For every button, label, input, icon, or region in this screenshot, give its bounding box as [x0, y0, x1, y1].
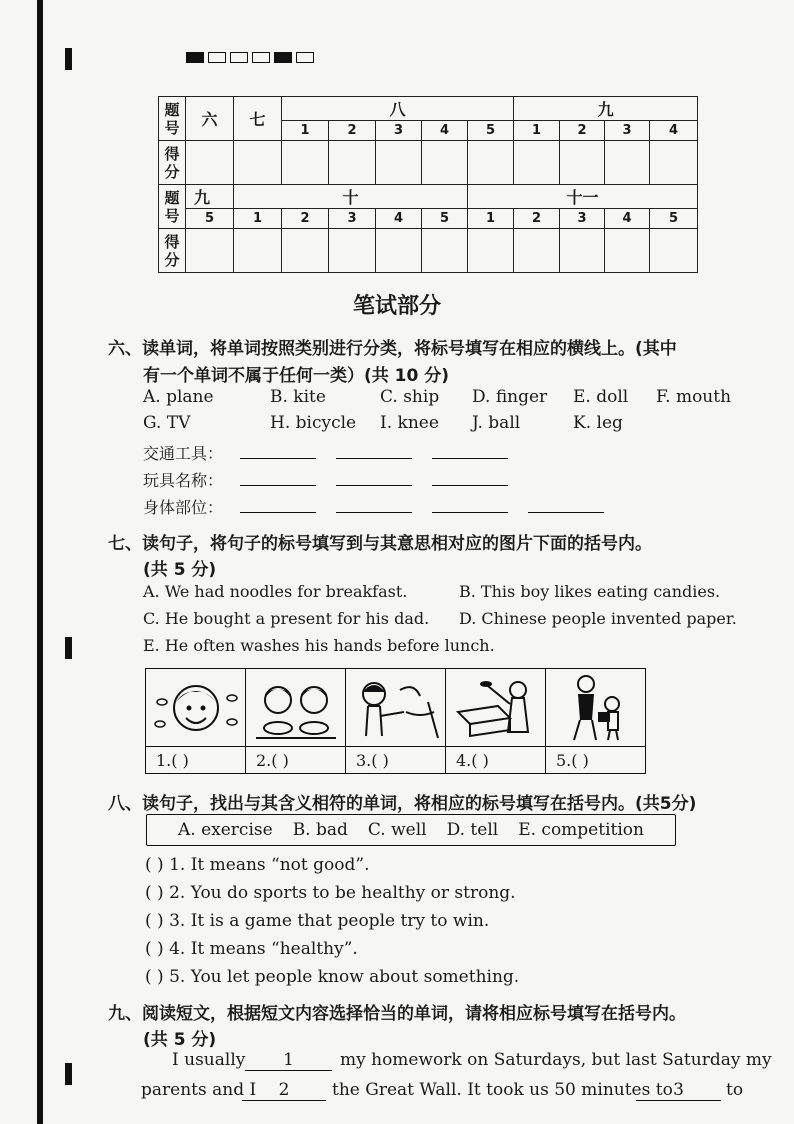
- score-cell[interactable]: [282, 229, 329, 273]
- sub-num: 4: [376, 209, 422, 229]
- answer-blank[interactable]: [336, 471, 412, 486]
- score-cell[interactable]: [234, 141, 282, 185]
- registration-mark: [65, 637, 72, 659]
- sub-num: 3: [376, 121, 422, 141]
- washing-hands-icon: [348, 672, 444, 744]
- sentence-option: A. We had noodles for breakfast.: [143, 582, 408, 601]
- word-bank-item: B. bad: [292, 820, 348, 840]
- row-label-defen: 得 分: [159, 229, 186, 273]
- score-cell[interactable]: [560, 141, 605, 185]
- score-cell[interactable]: [468, 229, 514, 273]
- word-option: B. kite: [270, 387, 326, 407]
- q8-item-3[interactable]: ( ) 3. It is a game that people try to win.: [145, 911, 490, 931]
- sub-num: 1: [514, 121, 560, 141]
- sub-num: 5: [186, 209, 234, 229]
- sub-num: 3: [329, 209, 376, 229]
- sub-num: 1: [282, 121, 329, 141]
- score-table: [158, 96, 698, 273]
- category-toys: 玩具名称：: [143, 471, 224, 490]
- word-bank-item: C. well: [367, 820, 427, 840]
- q7-instruction: 七、读句子，将句子的标号填写到与其意思相对应的图片下面的括号内。: [108, 534, 652, 554]
- score-cell[interactable]: [186, 229, 234, 273]
- score-cell[interactable]: [468, 141, 514, 185]
- col-nine: 九: [514, 97, 698, 121]
- answer-blank[interactable]: [240, 471, 316, 486]
- passage-text: my homework on Saturdays, but last Saturday my: [340, 1050, 772, 1070]
- word-option: I. knee: [380, 413, 439, 433]
- answer-code-boxes: [186, 52, 314, 63]
- q7-instruction-cont: (共 5 分): [143, 560, 217, 580]
- section-title: 笔试部分: [352, 294, 441, 319]
- passage-text: to: [726, 1080, 744, 1100]
- code-box: [274, 52, 292, 63]
- q8-item-4[interactable]: ( ) 4. It means “healthy”.: [145, 939, 358, 959]
- sub-num: 2: [560, 121, 605, 141]
- sentence-option: E. He often washes his hands before lunch.: [143, 636, 495, 655]
- answer-blank[interactable]: [432, 471, 508, 486]
- passage-text: the Great Wall. It took us 50 minutes to: [332, 1080, 673, 1100]
- code-box: [252, 52, 270, 63]
- score-cell[interactable]: [560, 229, 605, 273]
- word-option: A. plane: [143, 387, 214, 407]
- word-option: C. ship: [380, 387, 440, 407]
- col-ten: 十: [234, 185, 468, 209]
- sentence-option: B. This boy likes eating candies.: [459, 582, 721, 601]
- answer-slot-1[interactable]: 1.( ): [146, 747, 246, 773]
- score-cell[interactable]: [605, 141, 650, 185]
- score-cell[interactable]: [376, 141, 422, 185]
- score-cell[interactable]: [514, 141, 560, 185]
- word-option: J. ball: [472, 413, 521, 433]
- passage-text: parents and I: [141, 1080, 257, 1100]
- girls-noodles-icon: [248, 672, 344, 744]
- sub-num: 2: [282, 209, 329, 229]
- registration-mark: [65, 48, 72, 70]
- answer-blank[interactable]: [432, 444, 508, 459]
- word-option: H. bicycle: [270, 413, 357, 433]
- q8-item-5[interactable]: ( ) 5. You let people know about something.: [145, 967, 520, 987]
- sub-num: 2: [514, 209, 560, 229]
- sub-num: 1: [468, 209, 514, 229]
- word-option: F. mouth: [656, 387, 732, 407]
- score-cell[interactable]: [282, 141, 329, 185]
- q8-instruction: 八、读句子，找出与其含义相符的单词，将相应的标号填写在括号内。(共5分): [108, 794, 697, 814]
- registration-mark: [65, 1063, 72, 1085]
- boy-candies-icon: [148, 672, 244, 744]
- q9-instruction-cont: (共 5 分): [143, 1030, 217, 1050]
- word-option: E. doll: [573, 387, 629, 407]
- sentence-option: C. He bought a present for his dad.: [143, 609, 430, 628]
- score-cell[interactable]: [650, 229, 698, 273]
- col-nine: 九: [186, 185, 234, 209]
- q6-instruction: 六、读单词，将单词按照类别进行分类，将标号填写在相应的横线上。(其中: [108, 339, 677, 359]
- answer-blank[interactable]: [240, 498, 316, 513]
- answer-slot-2[interactable]: 2.( ): [246, 747, 346, 773]
- word-bank-item: A. exercise: [178, 820, 273, 840]
- answer-blank[interactable]: [528, 498, 604, 513]
- answer-blank[interactable]: [336, 498, 412, 513]
- picture-washing-hands: [346, 669, 446, 746]
- score-cell[interactable]: [422, 141, 468, 185]
- sub-num: 5: [422, 209, 468, 229]
- col-eight: 八: [282, 97, 514, 121]
- passage-blank-3[interactable]: 3: [636, 1080, 721, 1101]
- word-bank-item: D. tell: [446, 820, 499, 840]
- sub-num: 1: [234, 209, 282, 229]
- sub-num: 5: [650, 209, 698, 229]
- picture-girls-noodles: [246, 669, 346, 746]
- sentence-option: D. Chinese people invented paper.: [459, 609, 737, 628]
- q8-item-1[interactable]: ( ) 1. It means “not good”.: [145, 855, 370, 875]
- row-label-defen: 得 分: [159, 141, 186, 185]
- answer-blank[interactable]: [336, 444, 412, 459]
- passage-text: I usually: [172, 1050, 246, 1070]
- word-bank: [146, 814, 676, 846]
- answer-slot-4[interactable]: 4.( ): [446, 747, 546, 773]
- gift-dad-icon: [548, 672, 644, 744]
- sub-num: 4: [650, 121, 698, 141]
- col-six: 六: [186, 97, 234, 141]
- score-cell[interactable]: [329, 229, 376, 273]
- score-cell[interactable]: [376, 229, 422, 273]
- sub-num: 5: [468, 121, 514, 141]
- score-cell[interactable]: [650, 141, 698, 185]
- word-bank-item: E. competition: [518, 820, 644, 840]
- picture-paper-making: [446, 669, 546, 746]
- score-cell[interactable]: [186, 141, 234, 185]
- score-cell[interactable]: [422, 229, 468, 273]
- answer-blank[interactable]: [240, 444, 316, 459]
- binding-line: [37, 0, 43, 1124]
- picture-gift-dad: [546, 669, 645, 746]
- picture-boy-candies: [146, 669, 246, 746]
- paper-making-icon: [448, 672, 544, 744]
- q6-instruction-cont: 有一个单词不属于任何一类）(共 10 分): [143, 366, 450, 386]
- word-option: D. finger: [472, 387, 548, 407]
- answer-slot-3[interactable]: 3.( ): [346, 747, 446, 773]
- word-option: K. leg: [573, 413, 623, 433]
- code-box: [186, 52, 204, 63]
- word-option: G. TV: [143, 413, 191, 433]
- score-cell[interactable]: [514, 229, 560, 273]
- answer-blank[interactable]: [432, 498, 508, 513]
- passage-blank-2[interactable]: 2: [242, 1080, 326, 1101]
- picture-grid: [145, 668, 646, 774]
- sub-num: 4: [605, 209, 650, 229]
- sub-num: 3: [560, 209, 605, 229]
- q9-instruction: 九、阅读短文，根据短文内容选择恰当的单词，请将相应标号填写在括号内。: [108, 1004, 686, 1024]
- score-cell[interactable]: [605, 229, 650, 273]
- score-cell[interactable]: [234, 229, 282, 273]
- category-vehicles: 交通工具：: [143, 444, 224, 463]
- score-cell[interactable]: [329, 141, 376, 185]
- row-label-timu: 题 号: [159, 97, 186, 141]
- sub-num: 3: [605, 121, 650, 141]
- row-label-timu: 题 号: [159, 185, 186, 229]
- col-seven: 七: [234, 97, 282, 141]
- category-body-parts: 身体部位：: [143, 498, 224, 517]
- sub-num: 2: [329, 121, 376, 141]
- q8-item-2[interactable]: ( ) 2. You do sports to be healthy or strong.: [145, 883, 516, 903]
- code-box: [296, 52, 314, 63]
- passage-blank-1[interactable]: 1: [245, 1050, 332, 1071]
- code-box: [230, 52, 248, 63]
- col-eleven: 十一: [468, 185, 698, 209]
- sub-num: 4: [422, 121, 468, 141]
- answer-slot-5[interactable]: 5.( ): [556, 750, 589, 770]
- code-box: [208, 52, 226, 63]
